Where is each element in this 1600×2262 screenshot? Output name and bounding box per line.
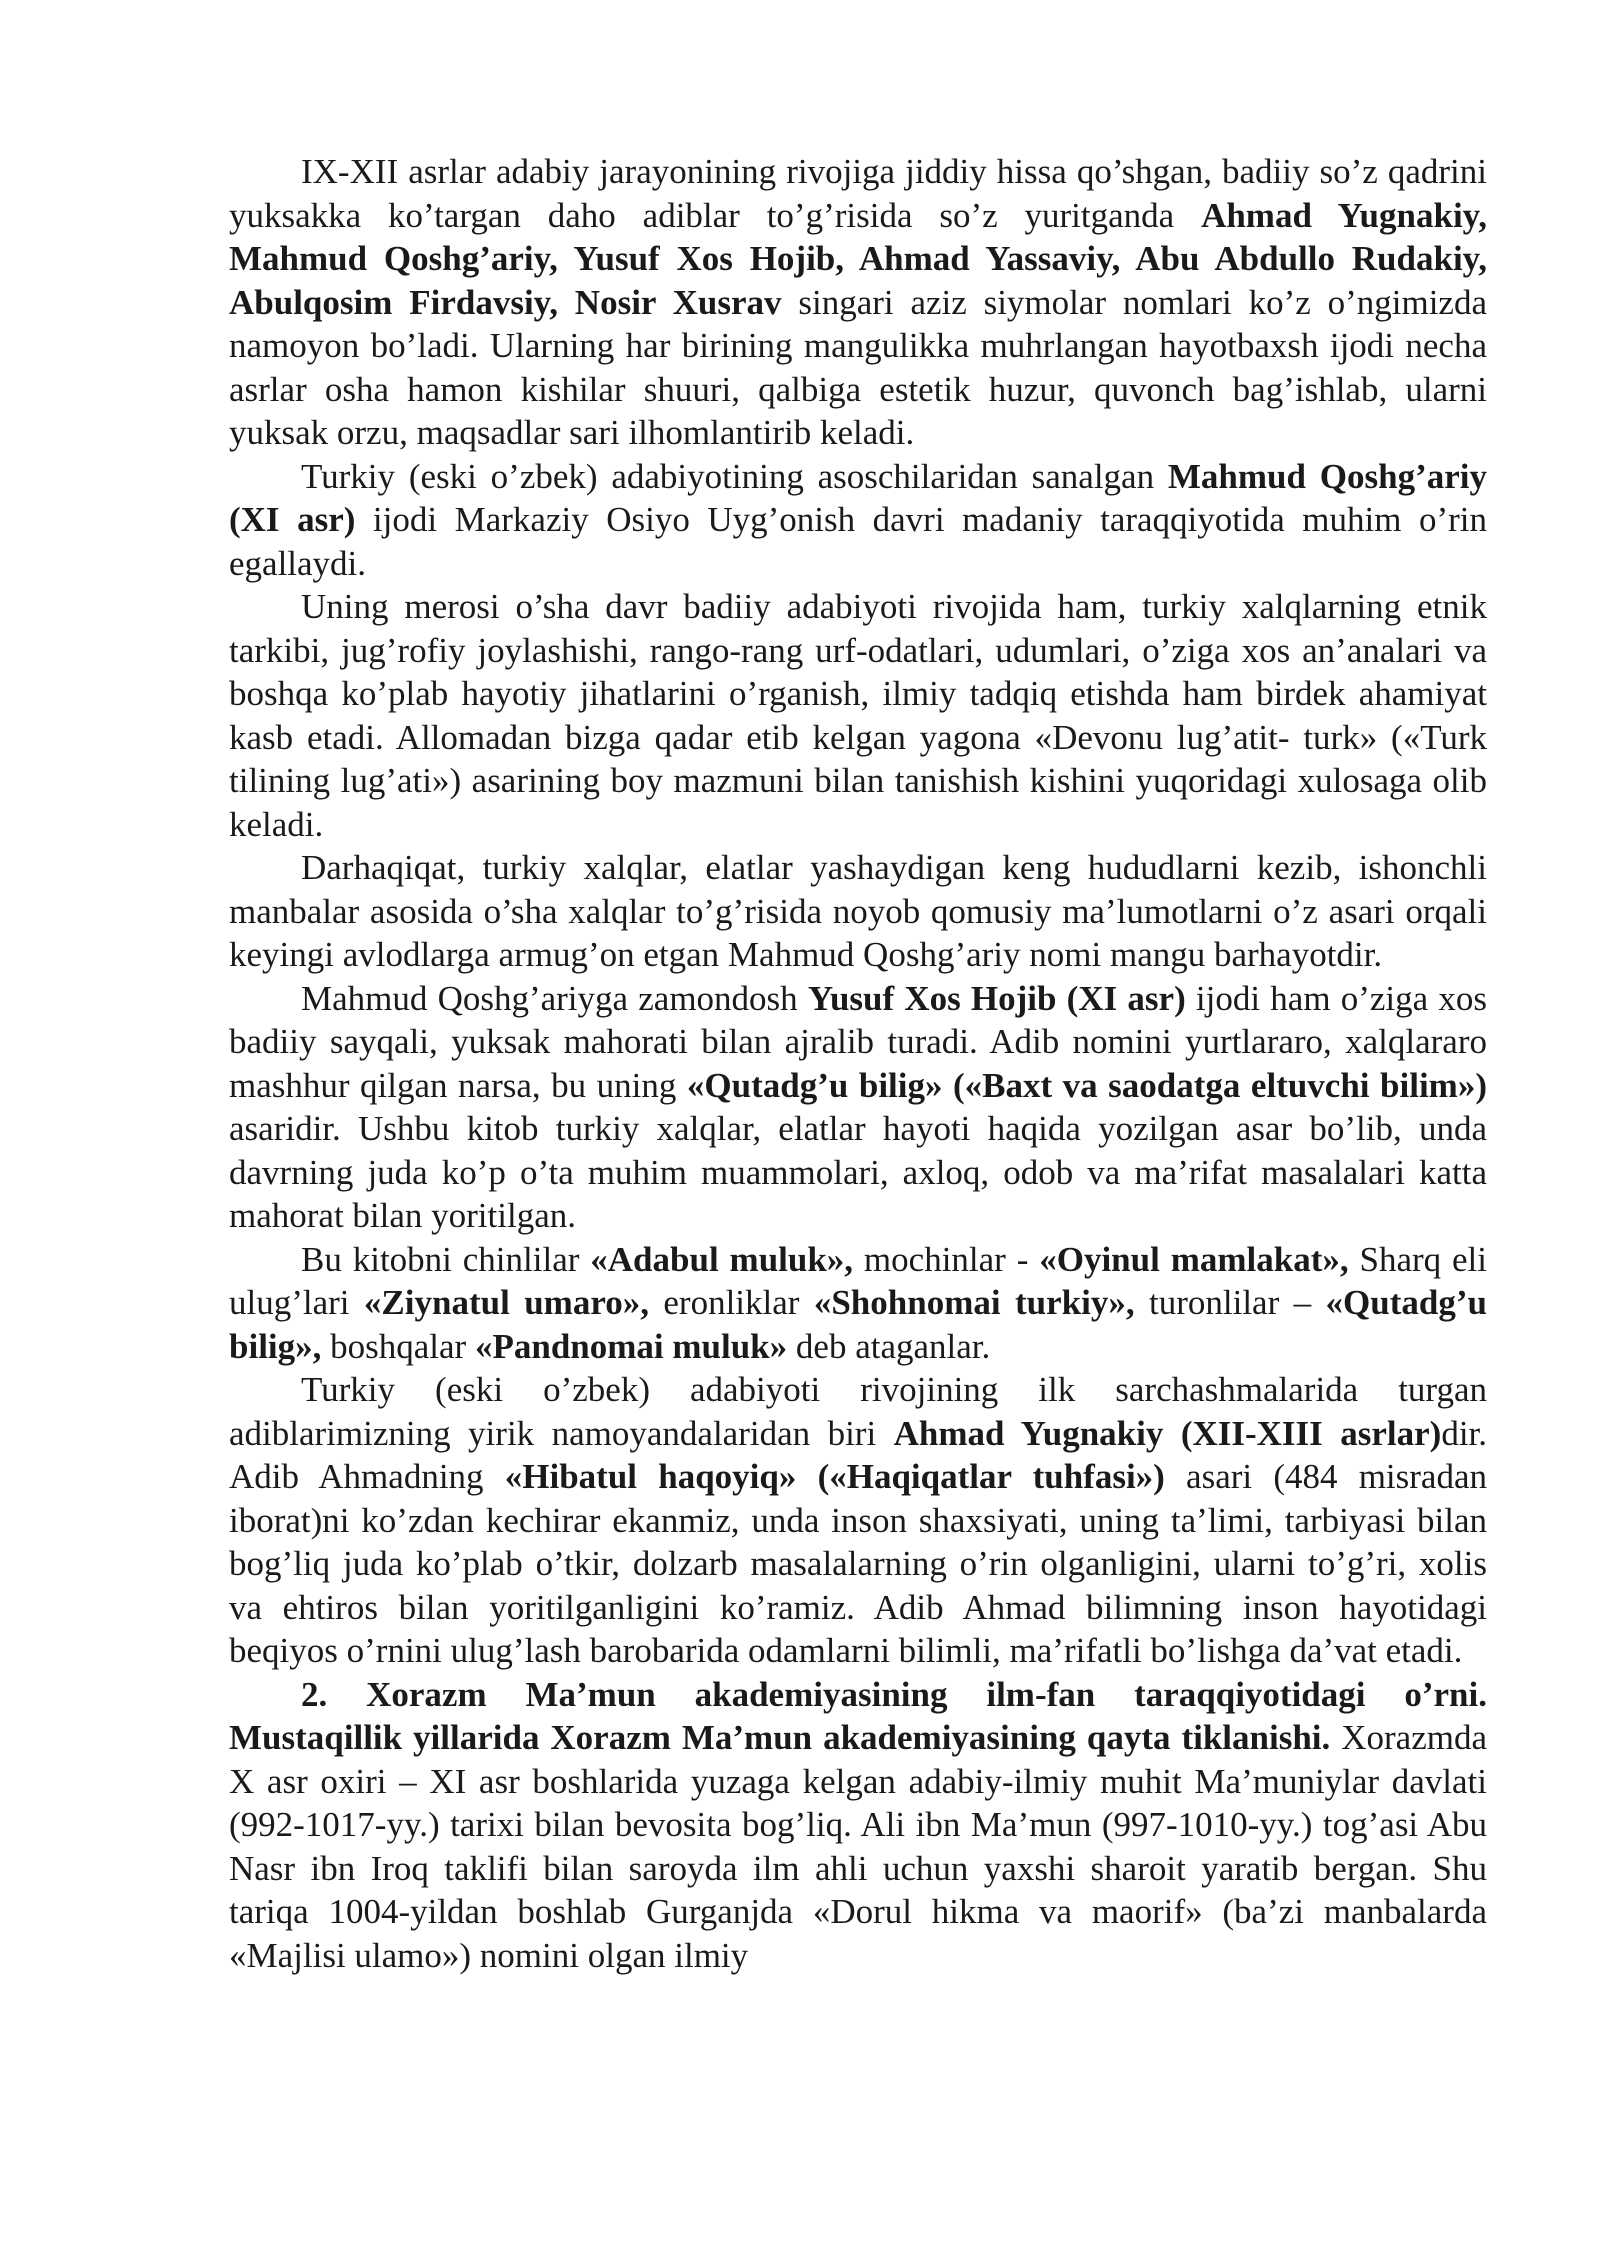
book-title: «Ziynatul umaro», — [363, 1283, 649, 1322]
text-run: ijodi ham o’ziga xos badiiy sayqali, yuksak mahorati bilan ajralib turadi. Adib nomini yurtlararo, xalqlararo mashhur qilgan narsa, bu uning — [229, 978, 1487, 1105]
paragraph-8 — [229, 1673, 1487, 1978]
paragraph-7 — [229, 1368, 1487, 1673]
text-run: singari aziz siymolar nomlari ko’z o’ngimizda namoyon bo’ladi. Ularning har birining mangulikka muhrlangan hayotbaxsh ijodi necha asrlar osha hamon kishilar shuuri, qalbiga estetik huzur, quvonch bag’ishlab, ularni yuksak orzu, maqsadlar sari ilhomlantirib keladi. — [229, 282, 1487, 452]
author-names: Ahmad Yugnakiy, Mahmud Qoshg’ariy, Yusuf Xos Hojib, Ahmad Yassaviy, Abu Abdullo Rudakiy, Abulqosim Firdavsiy, Nosir Xusrav — [229, 195, 1487, 322]
book-title: «Shohnomai turkiy», — [813, 1283, 1135, 1322]
paragraph-5 — [229, 977, 1487, 1238]
book-title: «Qutadg’u bilig» («Baxt va saodatga eltuvchi bilim») — [686, 1065, 1487, 1105]
document-page — [229, 150, 1487, 1977]
author-name: Mahmud Qoshg’ariy (XI asr) — [229, 456, 1487, 539]
paragraph-3 — [229, 585, 1487, 846]
text-run: Turkiy (eski o’zbek) adabiyotining asoschilaridan sanalgan — [301, 456, 1168, 496]
text-run: IX-XII asrlar adabiy jarayonining rivojiga jiddiy hissa qo’shgan, badiiy so’z qadrini yuksakka ko’targan daho adiblar to’g’risida so’z yuritganda — [229, 152, 1487, 235]
text-run: Mahmud Qoshg’ariyga zamondosh — [301, 978, 808, 1018]
book-title: «Adabul muluk», — [590, 1239, 854, 1279]
paragraph-6 — [229, 1238, 1487, 1369]
book-title: «Oyinul mamlakat», — [1039, 1239, 1349, 1279]
paragraph-1 — [229, 150, 1487, 455]
section-heading: 2. Xorazm Ma’mun akademiyasining ilm-fan taraqqiyotidagi o’rni. Mustaqillik yillarida Xorazm Ma’mun akademiyasining qayta tiklanishi. — [229, 1674, 1487, 1757]
book-title: «Pandnomai muluk» — [474, 1326, 788, 1366]
book-title: «Qutadg’u bilig», — [229, 1283, 1487, 1366]
text-run: asari (484 misradan iborat)ni ko’zdan kechirar ekanmiz, unda inson shaxsiyati, uning ta’limi, tarbiyasi bilan bog’liq juda ko’plab o’tkir, dolzarb masalalarning o’rin olganligini, ularni to’g’ri, xolis va ehtiros bilan yoritilganligini ko’ramiz. Adib Ahmad bilimning inson hayotidagi beqiyos o’rnini ulug’lash barobarida odamlarni bilimli, ma’rifatli bo’lishga da’vat etadi. — [229, 1457, 1488, 1670]
text-run: eronliklar — [648, 1283, 814, 1322]
author-name: Ahmad Yugnakiy (XII-XIII asrlar) — [893, 1413, 1442, 1453]
text-run: deb ataganlar. — [787, 1326, 991, 1366]
author-name: Yusuf Xos Hojib (XI asr) — [807, 978, 1186, 1018]
text-run: Bu kitobni chinlilar — [301, 1239, 591, 1279]
text-run: boshqalar — [321, 1326, 475, 1366]
text-run: turonlilar – — [1134, 1283, 1326, 1322]
paragraph-4 — [229, 846, 1487, 977]
text-run: Darhaqiqat, turkiy xalqlar, elatlar yashaydigan keng hududlarni kezib, ishonchli manbalar asosida o’sha xalqlar to’g’risida noyob qomusiy ma’lumotlarni o’z asari orqali keyingi avlodlarga armug’on etgan Mahmud Qoshg’ariy nomi mangu barhayotdir. — [229, 848, 1487, 974]
text-run: Turkiy (eski o’zbek) adabiyoti rivojining ilk sarchashmalarida turgan adiblarimizning yirik namoyandalaridan biri — [229, 1370, 1487, 1453]
text-run: Xorazmda X asr oxiri – XI asr boshlarida yuzaga kelgan adabiy-ilmiy muhit Ma’muniylar davlati (992-1017-yy.) tarixi bilan bevosita bog’liq. Ali ibn Ma’mun (997-1010-yy.) tog’asi Abu Nasr ibn Iroq taklifi bilan saroyda ilm ahli uchun yaxshi sharoit yaratib bergan. Shu tariqa 1004-yildan boshlab Gurganjda «Dorul hikma va maorif» (ba’zi manbalarda «Majlisi ulamo») nomini olgan ilmiy — [229, 1718, 1487, 1975]
text-run: Uning merosi o’sha davr badiiy adabiyoti rivojida ham, turkiy xalqlarning etnik tarkibi, jug’rofiy joylashishi, rango-rang urf-odatlari, udumlari, o’ziga xos an’analari va boshqa ko’plab hayotiy jihatlarini o’rganish, ilmiy tadqiq etishda ham birdek ahamiyat kasb etadi. Allomadan bizga qadar etib kelgan yagona «Devonu lug’atit- turk» («Turk tilining lug’ati») asarining boy mazmuni bilan tanishish kishini yuqoridagi xulosaga olib keladi. — [229, 587, 1487, 844]
text-run: ijodi Markaziy Osiyo Uyg’onish davri madaniy taraqqiyotida muhim o’rin egallaydi. — [229, 500, 1487, 583]
text-run: Sharq eli ulug’lari — [229, 1239, 1488, 1322]
book-title: «Hibatul haqoyiq» («Haqiqatlar tuhfasi») — [504, 1457, 1165, 1496]
text-run: mochinlar - — [853, 1239, 1040, 1279]
text-run: asaridir. Ushbu kitob turkiy xalqlar, elatlar hayoti haqida yozilgan asar bo’lib, unda davrning juda ko’p o’ta muhim muammolari, axloq, odob va ma’rifat masalalari katta mahorat bilan yoritilgan. — [229, 1109, 1487, 1235]
text-run: dir. Adib Ahmadning — [229, 1413, 1488, 1496]
paragraph-2 — [229, 455, 1487, 586]
